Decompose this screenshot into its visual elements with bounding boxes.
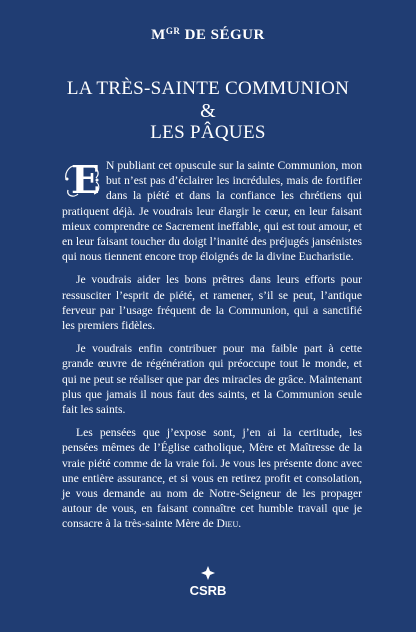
paragraph-2: Je voudrais aider les bons prêtres dans leurs efforts pour ressusciter l’esprit de piété, et ramener, s’il se peut, l’antique ferveur par l’usage fréquent de la Communion, qui a sanctifié les premiers fidèles. [62,273,362,333]
author-line [0,26,416,44]
publisher-name: CSRB [189,583,227,598]
paragraph-1 [62,158,362,264]
cross-icon [201,566,215,580]
paragraph-1-text: N publiant cet opuscule sur la sainte Communion, mon but n’est pas d’éclairer les incrédules, mais de fortifier dans la piété et dans la confiance les chrétiens qui pratiquent déjà. Je voudrais leur élargir le cœur, en leur faisant mieux comprendre ce Sacrement ineffable, qui est tout amour, et en leur faisant toucher du doigt l’inanité des préjugés jansénistes qui nous tiennent encore trop éloignés de la divine Eucharistie. [62,159,362,264]
paragraph-4-end: Dieu. [216,517,242,531]
author-prefix: M [151,27,166,43]
book-title [0,78,416,144]
dropcap [62,157,102,202]
author-superscript: GR [165,26,181,36]
title-line-1: LA TRÈS-SAINTE COMMUNION [66,78,350,99]
paragraph-4-text: Les pensées que j’expose sont, j’en ai la certitude, les pensées mêmes de l’Église catholique, Mère et Maîtresse de la vraie piété comme de la vraie foi. Je vous les présente donc avec une entière assurance, et si vous en retirez profit et consolation, je vous demande au nom de Notre-Seigneur de les propager autour de vous, en faisant connaître cet humble travail que je consacre à la très-sainte Mère de [62,426,362,531]
paragraph-3: Je voudrais enfin contribuer pour ma faible part à cette grande œuvre de régénération qui préoccupe tout le monde, et qui ne peut se réaliser que par des miracles de grâce. Maintenant plus que jamais il nous faut des saints, et la Communion seule fait les saints. [62,342,362,417]
author-name: DE SÉGUR [184,27,265,43]
title-line-2: LES PÂQUES [150,122,266,143]
preface-text [62,158,362,540]
title-ampersand: & [200,100,216,122]
dropcap-letter: E [71,157,100,202]
paragraph-4 [62,425,362,531]
